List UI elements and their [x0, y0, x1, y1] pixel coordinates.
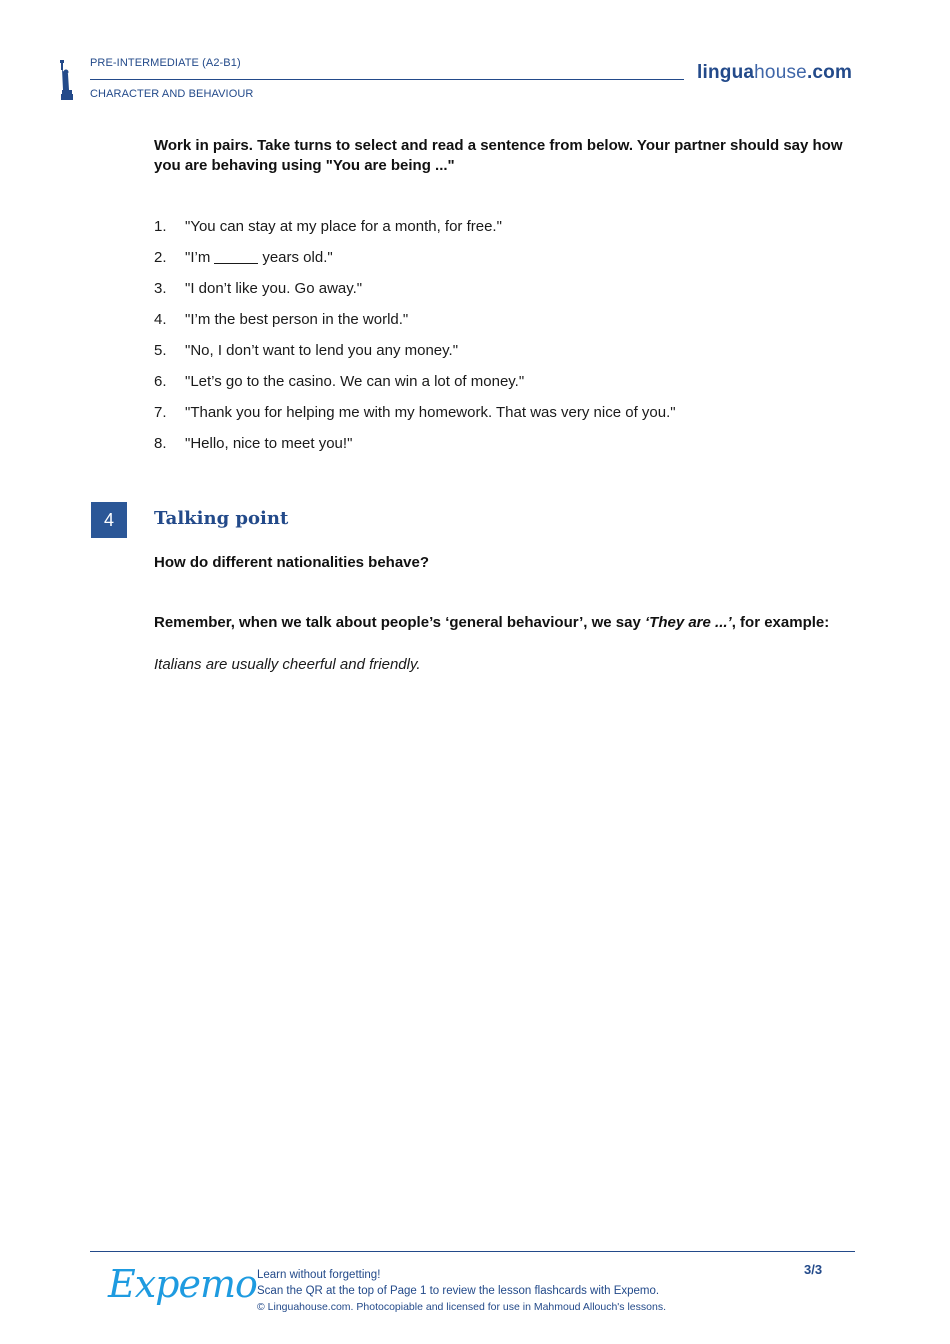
section-number-badge: 4: [91, 502, 127, 538]
linguahouse-logo[interactable]: [697, 62, 852, 84]
item-text-after: years old.": [262, 249, 333, 266]
header-divider: [90, 79, 684, 80]
logo-part-lingua: lingua: [697, 62, 755, 83]
remember-text-b: , for example:: [731, 614, 830, 631]
item-text: "I don’t like you. Go away.": [185, 280, 363, 297]
fill-in-blank: [214, 249, 258, 264]
list-item: [154, 372, 854, 403]
list-item: [154, 248, 854, 279]
item-text: "Thank you for helping me with my homework. That was very nice of you.": [185, 404, 676, 421]
item-number: 8.: [154, 435, 167, 452]
item-number: 1.: [154, 218, 167, 235]
item-number: 4.: [154, 311, 167, 328]
footer-copyright: © Linguahouse.com. Photocopiable and licensed for use in Mahmoud Allouch's lessons.: [257, 1301, 666, 1313]
logo-part-com: .com: [806, 62, 853, 83]
topic-label: CHARACTER AND BEHAVIOUR: [90, 88, 254, 100]
item-number: 5.: [154, 342, 167, 359]
item-number: 6.: [154, 373, 167, 390]
footer-qr-note: Scan the QR at the top of Page 1 to review the lesson flashcards with Expemo.: [257, 1285, 660, 1297]
item-text: "You can stay at my place for a month, for free.": [185, 218, 502, 235]
footer-divider: [90, 1251, 855, 1252]
logo-part-house: house: [754, 62, 807, 83]
exercise-instruction: Work in pairs. Take turns to select and read a sentence from below. Your partner should say how you are behaving using "You are being ...": [154, 137, 843, 174]
remember-text-a: Remember, when we talk about people’s ‘general behaviour’, we say: [154, 614, 645, 631]
item-number: 3.: [154, 280, 167, 297]
item-number: 7.: [154, 404, 167, 421]
example-sentence: Italians are usually cheerful and friendly.: [154, 656, 421, 673]
item-text: "Hello, nice to meet you!": [185, 435, 353, 452]
item-text: "No, I don’t want to lend you any money.": [185, 342, 459, 359]
footer-text: [257, 1267, 666, 1315]
expemo-logo[interactable]: Expemo: [108, 1262, 257, 1306]
footer-tagline: Learn without forgetting!: [257, 1269, 381, 1281]
level-label: PRE-INTERMEDIATE (A2-B1): [90, 57, 241, 69]
remember-note: [154, 614, 829, 631]
sentence-list: [154, 217, 854, 465]
item-text: [185, 248, 333, 279]
list-item: [154, 403, 854, 434]
item-text: "Let’s go to the casino. We can win a lot of money.": [185, 373, 525, 390]
list-item: [154, 434, 854, 465]
item-number: 2.: [154, 249, 167, 266]
list-item: [154, 279, 854, 310]
item-text-before: "I’m: [185, 249, 211, 266]
item-text: "I’m the best person in the world.": [185, 311, 409, 328]
section-title: Talking point: [154, 508, 289, 529]
list-item: [154, 217, 854, 248]
page-number: 3/3: [804, 1262, 823, 1277]
list-item: [154, 341, 854, 372]
remember-phrase: ‘They are ...’: [645, 614, 732, 631]
discussion-question: How do different nationalities behave?: [154, 554, 430, 571]
list-item: [154, 310, 854, 341]
statue-of-liberty-icon: [59, 60, 75, 100]
